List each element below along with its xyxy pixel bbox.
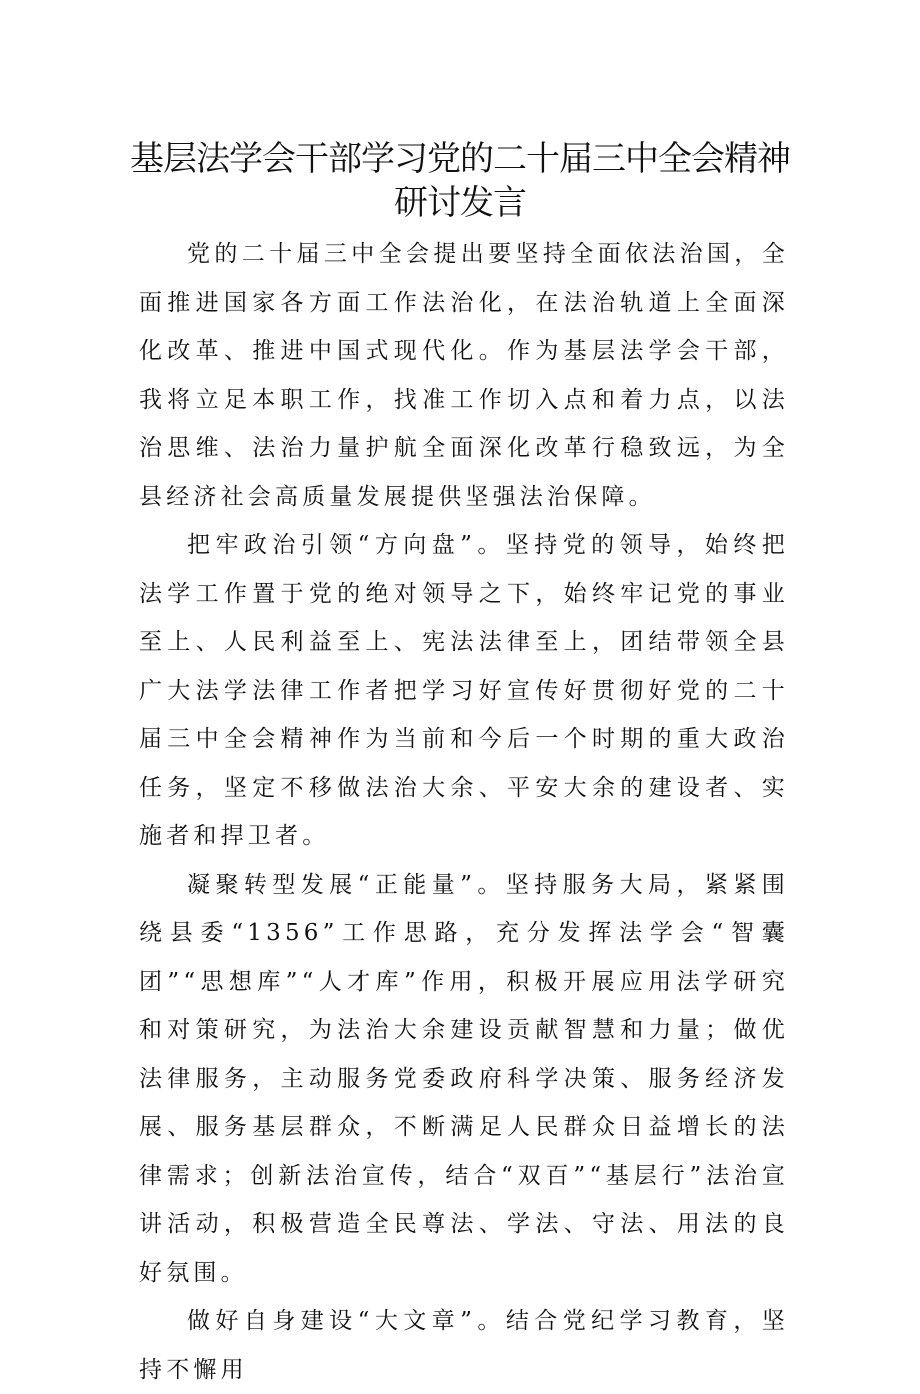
paragraph-self-building: 做好自身建设“大文章”。结合党纪学习教育，坚持不懈用 <box>139 1308 789 1383</box>
document-body <box>139 230 789 1394</box>
document-title-line-1: 基层法学会干部学习党的二十届三中全会精神 <box>130 139 790 179</box>
paragraph-transformation: 凝聚转型发展“正能量”。坚持服务大局，紧紧围绕县委“1356”工作思路，充分发挥法学会“智囊团”“思想库”“人才库”作用，积极开展应用法学研究和对策研究，为法治大余建设贡献智慧和力量；做优法律服务，主动服务党委政府科学决策、服务经济发展、服务基层群众，不断满足人民群众日益增长的法律需求；创新法治宣传，结合“双百”“基层行”法治宣讲活动，积极营造全民尊法、学法、守法、用法的良好氛围。 <box>139 871 789 1286</box>
document-title-line-2: 研讨发言 <box>394 183 526 223</box>
paragraph-political-guidance: 把牢政治引领“方向盘”。坚持党的领导，始终把法学工作置于党的绝对领导之下，始终牢记党的事业至上、人民利益至上、宪法法律至上，团结带领全县广大法学法律工作者把学习好宣传好贯彻好党的二十届三中全会精神作为当前和今后一个时期的重大政治任务，坚定不移做法治大余、平安大余的建设者、实施者和捍卫者。 <box>139 532 789 849</box>
paragraph-intro: 党的二十届三中全会提出要坚持全面依法治国，全面推进国家各方面工作法治化，在法治轨道上全面深化改革、推进中国式现代化。作为基层法学会干部，我将立足本职工作，找准工作切入点和着力点，以法治思维、法治力量护航全面深化改革行稳致远，为全县经济社会高质量发展提供坚强法治保障。 <box>139 241 789 510</box>
